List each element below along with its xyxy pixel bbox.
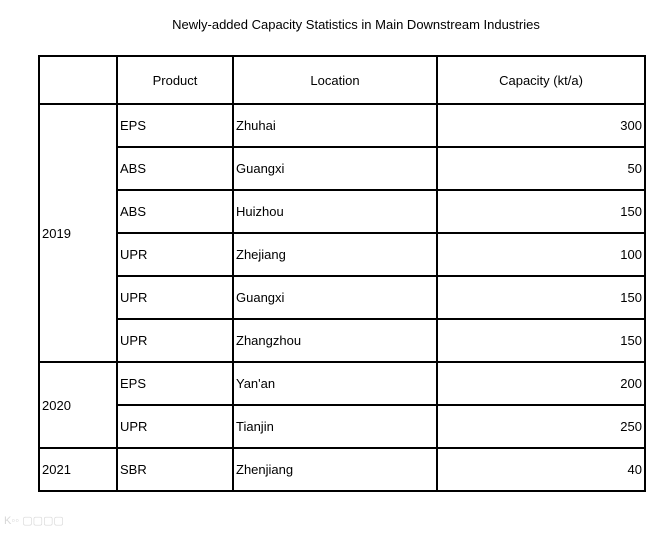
product-cell: ABS	[117, 147, 233, 190]
table-row	[39, 319, 645, 362]
table-row	[39, 233, 645, 276]
year-cell: 2019	[39, 104, 117, 362]
location-cell: Zhenjiang	[233, 448, 437, 491]
product-cell: ABS	[117, 190, 233, 233]
location-cell: Guangxi	[233, 147, 437, 190]
location-cell: Yan'an	[233, 362, 437, 405]
capacity-cell: 150	[437, 190, 645, 233]
table-row	[39, 147, 645, 190]
capacity-cell: 150	[437, 319, 645, 362]
product-cell: UPR	[117, 276, 233, 319]
product-cell: UPR	[117, 405, 233, 448]
year-cell: 2021	[39, 448, 117, 491]
location-cell: Tianjin	[233, 405, 437, 448]
location-cell: Zhangzhou	[233, 319, 437, 362]
capacity-table	[38, 55, 646, 492]
location-cell: Zhuhai	[233, 104, 437, 147]
table-row	[39, 362, 645, 405]
location-cell: Zhejiang	[233, 233, 437, 276]
table-row	[39, 276, 645, 319]
table-row	[39, 190, 645, 233]
product-cell: UPR	[117, 319, 233, 362]
product-cell: EPS	[117, 362, 233, 405]
product-cell: UPR	[117, 233, 233, 276]
capacity-cell: 250	[437, 405, 645, 448]
capacity-cell: 40	[437, 448, 645, 491]
header-location: Location	[233, 56, 437, 104]
table-row	[39, 448, 645, 491]
watermark-logo: K◦◦ ▢▢▢▢	[4, 515, 64, 527]
capacity-cell: 300	[437, 104, 645, 147]
capacity-cell: 200	[437, 362, 645, 405]
location-cell: Guangxi	[233, 276, 437, 319]
header-year	[39, 56, 117, 104]
header-product: Product	[117, 56, 233, 104]
capacity-cell: 100	[437, 233, 645, 276]
product-cell: EPS	[117, 104, 233, 147]
table-row	[39, 104, 645, 147]
capacity-cell: 50	[437, 147, 645, 190]
table-title: Newly-added Capacity Statistics in Main Downstream Industries	[172, 17, 540, 32]
header-capacity: Capacity (kt/a)	[437, 56, 645, 104]
table-row	[39, 405, 645, 448]
capacity-cell: 150	[437, 276, 645, 319]
location-cell: Huizhou	[233, 190, 437, 233]
table-header-row	[39, 56, 645, 104]
year-cell: 2020	[39, 362, 117, 448]
product-cell: SBR	[117, 448, 233, 491]
